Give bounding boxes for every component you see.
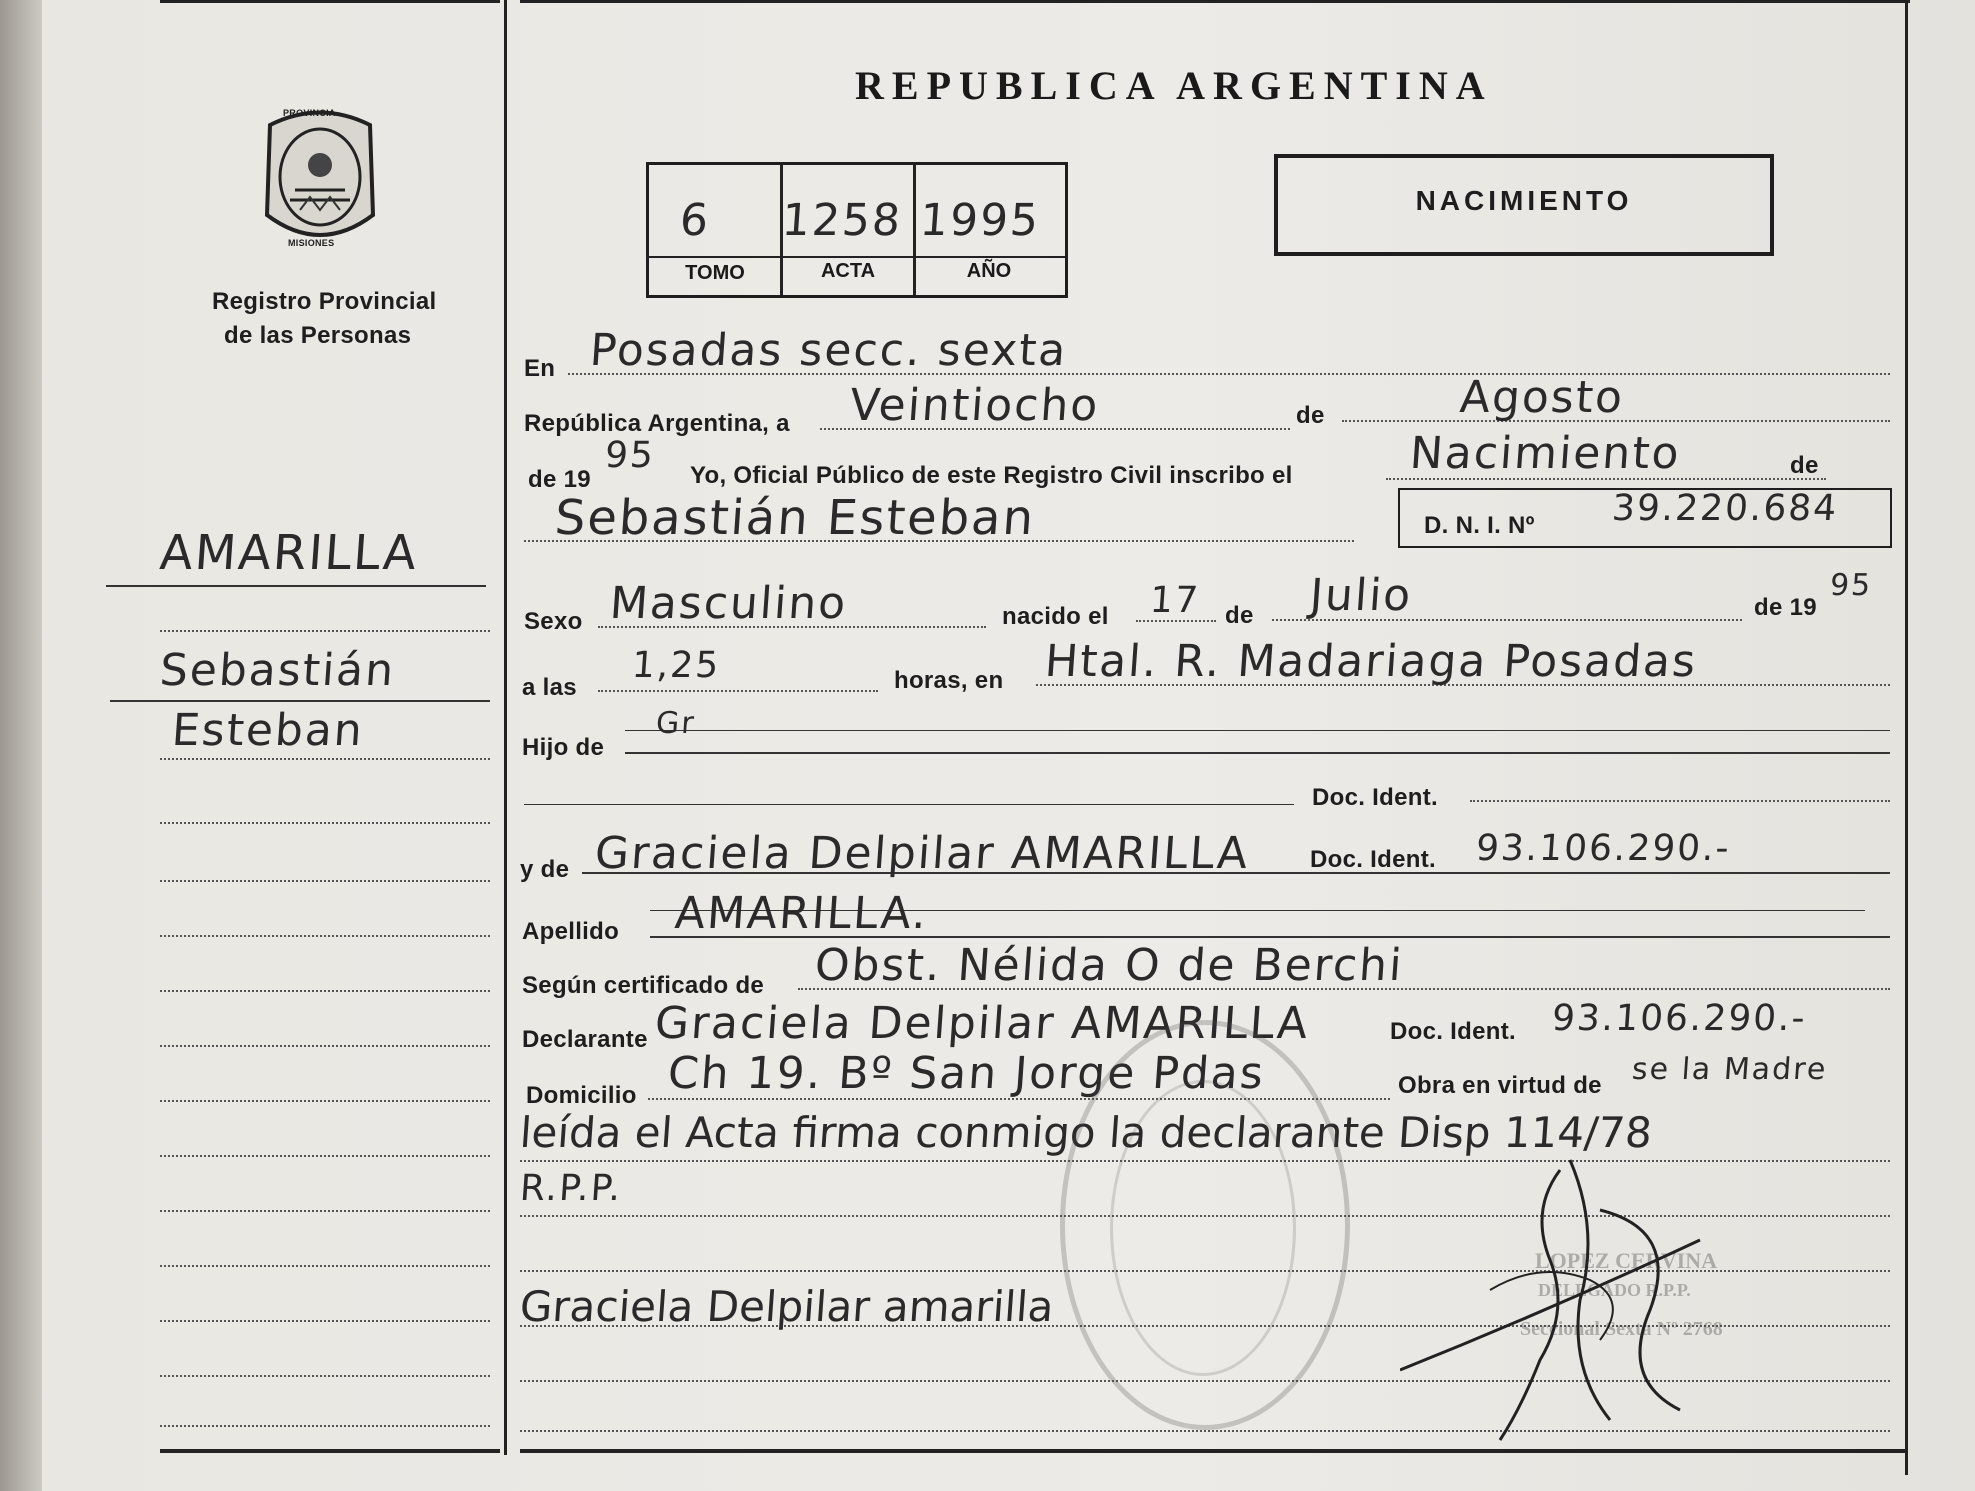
margin-surname-rule — [106, 585, 486, 587]
label-en: En — [524, 355, 556, 382]
line-padre-2 — [524, 804, 1294, 805]
line-padre-strike — [625, 730, 1890, 731]
value-declarante: Graciela Delpilar AMARILLA — [653, 998, 1312, 1049]
margin-line — [160, 880, 490, 882]
note-line-1: leída el Acta firma conmigo la declarante Disp 114/78 — [518, 1108, 1654, 1157]
officer-title: DELEGADO R.P.P. — [1538, 1280, 1691, 1300]
margin-given-name-1: Sebastián — [158, 645, 397, 696]
margin-line — [160, 1320, 490, 1322]
value-padre: Gr — [654, 706, 697, 741]
label-doc-ident: Doc. Ident. — [1310, 846, 1436, 873]
value-madre-doc: 93.106.290.- — [1474, 828, 1732, 869]
registry-stamp-inner — [1110, 1080, 1296, 1376]
margin-line — [160, 758, 490, 760]
provincial-seal-icon — [255, 105, 385, 255]
label-dni: D. N. I. Nº — [1424, 512, 1535, 539]
top-rule-left — [160, 0, 500, 3]
anio-value: 1995 — [918, 195, 1042, 246]
officer-name: LOPEZ CERVINA — [1535, 1248, 1717, 1273]
value-lugar: Posadas secc. sexta — [588, 325, 1070, 376]
line-padre — [625, 752, 1890, 754]
label-declarante: Declarante — [522, 1026, 648, 1053]
value-hora: 1,25 — [630, 645, 722, 686]
acta-value: 1258 — [780, 195, 904, 246]
seal-text-top: PROVINCIA — [283, 108, 336, 118]
value-lugar-nac: Htal. R. Madariaga Posadas — [1043, 636, 1699, 687]
label-nacido-el: nacido el — [1002, 603, 1109, 630]
value-nombre: Sebastián Esteban — [553, 490, 1038, 546]
line-hora — [598, 690, 878, 692]
label-hijo-de: Hijo de — [522, 734, 605, 761]
label-a-las: a las — [522, 674, 577, 701]
label-y-de: y de — [520, 856, 570, 883]
registry-name-line1: Registro Provincial — [212, 288, 437, 315]
top-rule-right — [520, 0, 1910, 3]
declarant-signature: Graciela Delpilar amarilla — [518, 1282, 1056, 1331]
value-apellido: AMARILLA. — [673, 888, 930, 939]
anio-label: AÑO — [966, 260, 1012, 282]
tomo-value: 6 — [678, 195, 712, 246]
margin-line — [160, 1265, 490, 1267]
bottom-rule-left — [160, 1449, 500, 1453]
record-type: NACIMIENTO — [1415, 185, 1633, 216]
value-anio-registro: 95 — [603, 435, 657, 476]
margin-line — [160, 1425, 490, 1427]
label-doc-ident: Doc. Ident. — [1390, 1018, 1516, 1045]
margin-line — [160, 935, 490, 937]
country-title: REPUBLICA ARGENTINA — [855, 63, 1493, 108]
value-tipo-acta: Nacimiento — [1408, 428, 1683, 479]
label-sexo: Sexo — [524, 608, 583, 635]
label-de: de — [1225, 602, 1254, 629]
margin-line — [160, 1210, 490, 1212]
line-padre-doc — [1470, 800, 1890, 802]
value-obra-en-virtud: se la Madre — [1630, 1052, 1829, 1087]
label-domicilio: Domicilio — [526, 1082, 637, 1109]
value-mes-registro: Agosto — [1458, 372, 1626, 423]
tomo-label: TOMO — [685, 262, 745, 284]
margin-line — [160, 990, 490, 992]
registry-name-line2: de las Personas — [224, 322, 412, 349]
margin-line — [160, 630, 490, 632]
value-certificado: Obst. Nélida O de Berchi — [813, 940, 1406, 991]
label-de-end: de — [1790, 452, 1819, 479]
label-de-19: de 19 — [528, 466, 591, 493]
seal-text-bottom: MISIONES — [288, 238, 335, 248]
record-box-label-rule — [646, 256, 1065, 258]
value-declarante-doc: 93.106.290.- — [1550, 998, 1808, 1039]
label-obra-en-virtud: Obra en virtud de — [1398, 1072, 1602, 1099]
margin-divider — [504, 0, 507, 1455]
right-border — [1905, 0, 1908, 1475]
value-mes-nac: Julio — [1308, 570, 1415, 621]
note-line-2: R.P.P. — [518, 1168, 624, 1209]
margin-given-rule — [110, 700, 490, 702]
value-dia-registro: Veintiocho — [848, 380, 1102, 431]
label-horas-en: horas, en — [894, 667, 1004, 694]
margin-surname: AMARILLA — [158, 525, 420, 581]
value-domicilio: Ch 19. Bº San Jorge Pdas — [666, 1048, 1267, 1099]
label-apellido: Apellido — [522, 918, 620, 945]
margin-line — [160, 1155, 490, 1157]
value-dia-nac: 17 — [1148, 580, 1202, 621]
value-sexo: Masculino — [608, 578, 849, 629]
acta-label: ACTA — [820, 260, 876, 282]
label-de-19: de 19 — [1754, 594, 1817, 621]
label-republica: República Argentina, a — [524, 410, 790, 437]
margin-line — [160, 1375, 490, 1377]
value-madre: Graciela Delpilar AMARILLA — [593, 828, 1252, 879]
label-yo-oficial: Yo, Oficial Público de este Registro Civil inscribo el — [690, 462, 1293, 489]
officer-signature-icon — [1400, 1150, 1760, 1450]
label-de: de — [1296, 402, 1325, 429]
margin-line — [160, 1045, 490, 1047]
margin-line — [160, 822, 490, 824]
book-spine — [0, 0, 42, 1491]
margin-given-name-2: Esteban — [170, 705, 366, 756]
value-dni: 39.220.684 — [1610, 488, 1840, 529]
officer-office: Seccional Sexta Nº 2768 — [1520, 1318, 1723, 1340]
label-doc-ident: Doc. Ident. — [1312, 784, 1438, 811]
margin-line — [160, 1100, 490, 1102]
value-anio-nac: 95 — [1828, 568, 1874, 603]
label-segun-certificado: Según certificado de — [522, 972, 765, 999]
